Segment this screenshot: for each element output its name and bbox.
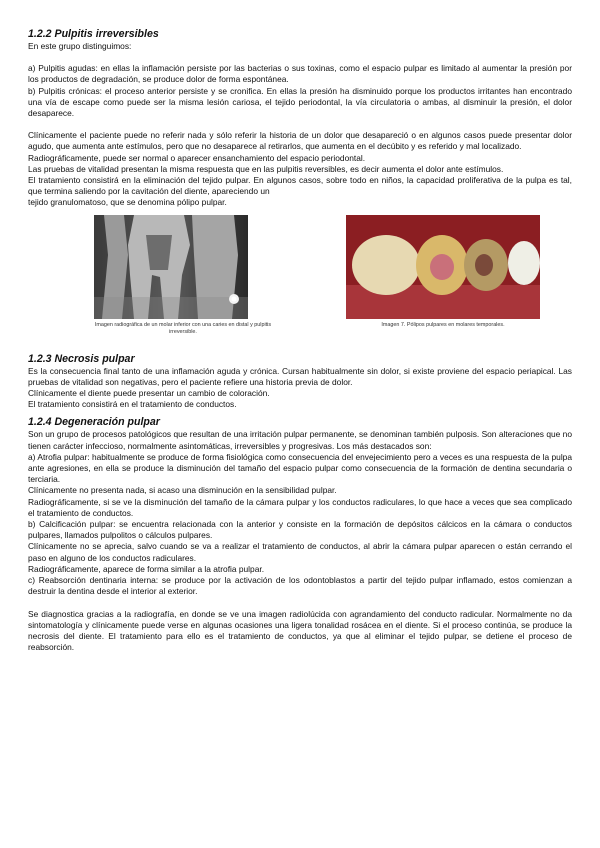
paragraph-pulpitis-cronicas: b) Pulpitis crónicas: el proceso anterior persiste y se cronifica. En ellas la presión ha disminuido porque los productos irritantes han encontrado una vía de escape como puede ser la misma lesión cariosa, el tejido periodontal, la vía circulatoria o ambas, al disminuir la presión, el dolor desaparece. (28, 85, 572, 119)
xray-image (94, 215, 248, 319)
paragraph-diagnostico: Se diagnostica gracias a la radiografía, en donde se ve una imagen radiolúcida con agrandamiento del conducto radicular. Normalmente no da sintomatología y clínicamente puede verse en algunas ocasiones una ligera tonalidad rosácea en el diente. Si el proceso continúa, se produce la necrosis del diente. El tratamiento para ello es el tratamiento de conductos, ya que al eliminar el tejido pulpar, se detiene el proceso de reabsorción. (28, 608, 572, 653)
heading-degeneracion-pulpar: 1.2.4 Degeneración pulpar (28, 416, 160, 429)
document-page (28, 28, 572, 653)
paragraph-calcificacion-radiografia: Radiográficamente, aparece de forma similar a la atrofia pulpar. (28, 563, 265, 574)
xray-caption: Imagen radiográfica de un molar inferior con una caries en distal y pulpitis irreversible. (94, 321, 272, 335)
paragraph-pulpitis-agudas: a) Pulpitis agudas: en ellas la inflamación persiste por las bacterias o sus toxinas, como el espacio pulpar es limitado al aumentar la presión por los productos de degradación, se produce dolor de forma espontánea. (28, 63, 572, 85)
paragraph-atrofia-clinica: Clínicamente no presenta nada, si acaso una disminución en la sensibilidad pulpar. (28, 485, 337, 496)
paragraph-calcificacion: b) Calcificación pulpar: se encuentra relacionada con la anterior y consiste en la formación de depósitos cálcicos en la cámara o conductos pulpares, llamados pulpolitos o cálculos pulpares. (28, 519, 572, 541)
figures-row (28, 215, 572, 347)
paragraph-atrofia-radiografia: Radiográficamente, si se ve la disminución del tamaño de la cámara pulpar y los conductos radiculares, lo que hace a veces que sea complicado el tratamiento de conductos. (28, 496, 572, 518)
paragraph-calcificacion-clinica: Clínicamente no se aprecia, salvo cuando se va a realizar el tratamiento de conductos, al abrir la cámara pulpar aparecen o están cerrando el paso en alguno de los conductos radiculares. (28, 541, 572, 563)
paragraph-tratamiento: El tratamiento consistirá en la eliminación del tejido pulpar. En algunos casos, sobre todo en niños, la capacidad proliferativa de la pulpa es tal, que termina saliendo por la cavitación del diente, apareciendo un (28, 175, 572, 197)
photo-caption: Imagen 7. Pólipos pulpares en molares temporales. (381, 321, 505, 328)
paragraph-degeneracion-intro: Son un grupo de procesos patológicos que resultan de una irritación pulpar permanente, se denominan también pulposis. Son alteraciones que no tienen carácter infeccioso, normalmente asintomáticas, irreversibles y progresivas. Los más destacados son: (28, 429, 572, 451)
paragraph-clinica: Clínicamente el paciente puede no referir nada y sólo referir la historia de un dolor que desapareció o en algunos casos puede presentar dolor agudo, que aumenta ante estímulos, pero que no desaparece al retirarlos, que aumenta en el decúbito y es referido y mal localizado. (28, 130, 572, 152)
paragraph-necrosis-tratamiento: El tratamiento consistirá en el tratamiento de conductos. (28, 399, 237, 410)
paragraph-reabsorcion: c) Reabsorción dentinaria interna: se produce por la activación de los odontoblastos a partir del tejido pulpar inflamado, estos comienzan a destruir la dentina desde el interior al exterior. (28, 575, 572, 597)
paragraph-radiografia: Radiográficamente, puede ser normal o aparecer ensanchamiento del espacio periodontal. (28, 152, 366, 163)
figure-xray (88, 215, 278, 336)
figure-photo (346, 215, 540, 329)
heading-necrosis-pulpar: 1.2.3 Necrosis pulpar (28, 352, 135, 365)
clinical-photo (346, 215, 540, 319)
paragraph-polipo: tejido granulomatoso, que se denomina pólipo pulpar. (28, 197, 227, 208)
heading-pulpitis-irreversibles: 1.2.2 Pulpitis irreversibles (28, 28, 159, 40)
paragraph-necrosis: Es la consecuencia final tanto de una inflamación aguda y crónica. Cursan habitualmente sin dolor, si existe proviene del espacio periapical. Las pruebas de vitalidad son negativas, pero el paciente refiere una historia previa de dolor. (28, 365, 572, 387)
paragraph-atrofia: a) Atrofia pulpar: habitualmente se produce de forma fisiológica como consecuencia del envejecimiento pero a veces es una respuesta de la pulpa ante agresiones, en ella se produce la disminución del tamaño del espacio pulpar como consecuencia de la formación de dentina secundaria o terciaria. (28, 451, 572, 485)
paragraph-vitalidad: Las pruebas de vitalidad presentan la misma respuesta que en las pulpitis reversibles, es decir aumenta el dolor ante estímulos. (28, 163, 504, 174)
paragraph-necrosis-clinica: Clínicamente el diente puede presentar un cambio de coloración. (28, 388, 270, 399)
intro-text: En este grupo distinguimos: (28, 41, 132, 51)
